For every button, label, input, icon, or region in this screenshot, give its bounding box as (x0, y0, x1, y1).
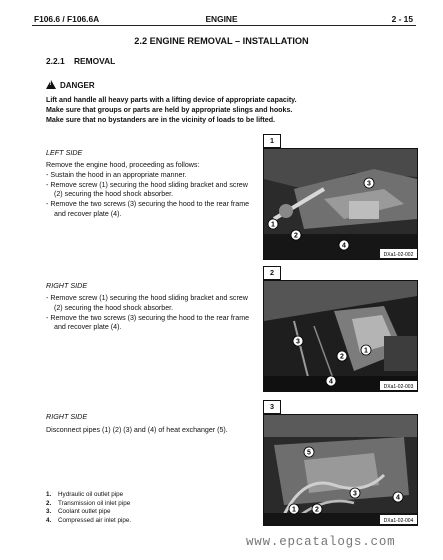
callout: 3 (367, 180, 371, 188)
step-text-left-side (46, 161, 258, 220)
callout: 1 (364, 347, 368, 355)
page-title: 2.2 ENGINE REMOVAL – INSTALLATION (134, 36, 309, 46)
danger-label: DANGER (60, 81, 95, 90)
subsection-number: 2.2.1 (46, 56, 65, 66)
callout: 3 (296, 338, 300, 346)
step-bullet: - Remove the two screws (3) securing the hood to the rear frame and recover plate (4). (46, 200, 250, 218)
callout: 1 (292, 506, 296, 514)
subsection-label: REMOVAL (74, 56, 116, 66)
step-intro: Remove the engine hood, proceeding as follows: (46, 161, 200, 169)
callout: 4 (396, 494, 400, 502)
figure-3-photo (263, 414, 418, 526)
callout: 2 (340, 353, 344, 361)
step-heading-right-side: RIGHT SIDE (46, 281, 88, 290)
step-text-right-side (46, 294, 258, 333)
step-bullet: - Remove screw (1) securing the hood sliding bracket and screw (2) securing the hood shock absorber. (46, 180, 248, 199)
callout: 1 (271, 221, 275, 229)
callout: 4 (342, 242, 346, 250)
legend-item: 2. Transmission oil inlet pipe (46, 499, 131, 507)
legend-item: 1. Hydraulic oil outlet pipe (46, 491, 124, 498)
header-model: F106.6 / F106.6A (34, 14, 100, 24)
danger-heading (46, 80, 95, 90)
watermark: www.epcatalogs.com (246, 535, 396, 549)
figure-2-code: DXa1-02-003 (383, 384, 414, 390)
danger-line: Lift and handle all heavy parts with a lifting device of appropriate capacity. (46, 96, 297, 104)
step-text-pipes (46, 426, 258, 436)
warning-triangle-icon (46, 80, 56, 89)
pipe-legend (46, 491, 131, 525)
header-section: ENGINE (205, 14, 238, 24)
step-intro: Disconnect pipes (1) (2) (3) and (4) of heat exchanger (5). (46, 426, 228, 434)
step-heading-left-side: LEFT SIDE (46, 148, 83, 157)
figure-2-photo (263, 280, 418, 392)
figure-1-number: 1 (263, 134, 281, 148)
step-bullet: - Remove the two screws (3) securing the hood to the rear frame and recover plate (4). (46, 313, 250, 332)
figure-3-number: 3 (263, 400, 281, 414)
header-page-number: 2 - 15 (391, 14, 413, 24)
legend-item: 4. Compressed air inlet pipe. (46, 516, 132, 524)
step-bullet: - Remove screw (1) securing the hood sliding bracket and screw (2) securing the hood shock absorber. (46, 294, 248, 312)
callout: 4 (329, 378, 333, 386)
subsection-heading (46, 56, 115, 66)
step-bullet: - Sustain the hood in an appropriate manner. (46, 170, 187, 179)
callout: 5 (307, 449, 311, 457)
figure-2-number: 2 (263, 266, 281, 280)
danger-line: Make sure that no bystanders are in the vicinity of loads to be lifted. (46, 116, 276, 124)
callout: 2 (315, 506, 319, 514)
figure-1-photo (263, 148, 418, 260)
figure-3-code: DXa1-02-004 (383, 518, 414, 524)
legend-item: 3. Coolant outlet pipe (46, 508, 111, 516)
header-divider (32, 25, 416, 26)
callout: 2 (294, 232, 298, 240)
figure-1-code: DXa1-02-002 (383, 252, 414, 258)
danger-text (46, 95, 396, 125)
danger-line: Make sure that groups or parts are held by appropriate slings and hooks. (46, 106, 293, 114)
callout: 3 (353, 490, 357, 498)
step-heading-right-side-pipes: RIGHT SIDE (46, 412, 88, 421)
